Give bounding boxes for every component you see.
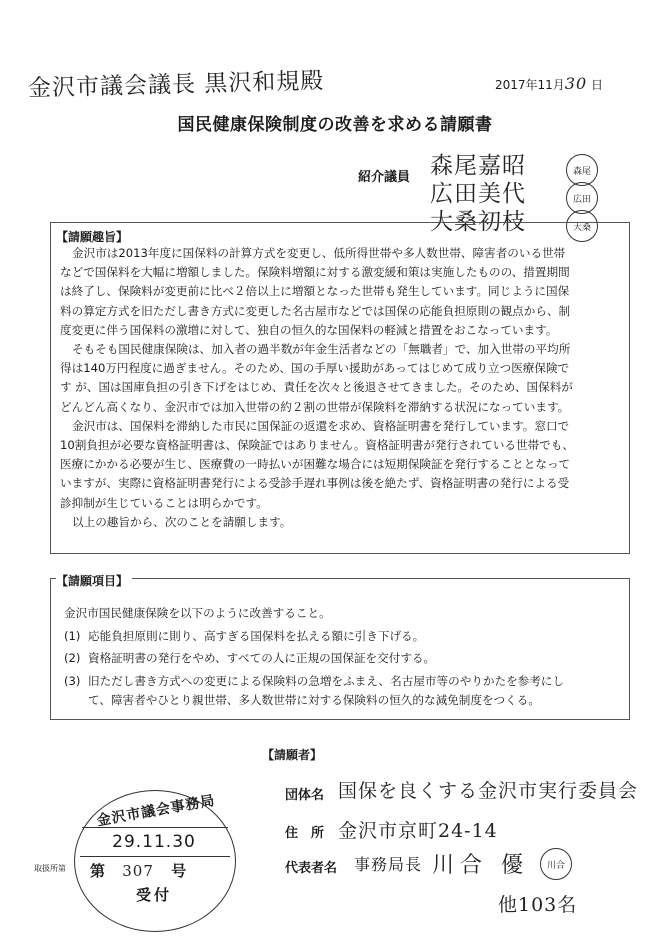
date-day: 30 [564,74,588,93]
receipt-number-suffix: 号 [171,862,187,880]
text-line: 診抑制が生じていることは明らかです。 [60,495,268,510]
addressee: 金沢市議会議長 黒沢和規殿 [27,68,325,102]
receipt-side-label: 取扱所第 [34,864,66,873]
purpose-heading: 【請願趣旨】 [56,228,132,245]
receipt-date: 29.11.30 [112,832,196,852]
text-line: は終了し、保険料が変更前に比べ２倍以上に増額となった世帯も発生しています。同じように国保 [60,284,570,299]
text-line: 以上の趣旨から、次のことを請願します。 [72,514,292,529]
date [495,74,603,93]
seal-okuwa: 大桑 [566,210,598,242]
address-label: 住 所 [285,826,325,841]
receipt-divider [82,827,228,828]
text-line: などで国保料を大幅に増額しました。保険料増額に対する激変緩和策は実施したものの、措置期間 [60,265,570,280]
text-line: どんどん高くなり、金沢市では加入世帯の約２割の世帯が保険料を滞納する状況になっています。 [60,399,570,414]
text-line: す が、国は国庫負担の引き下げをはじめ、責任を次々と後退させてきました。そのため、国保料が [60,380,573,395]
purpose-paragraph-2 [60,340,628,417]
text-line: 得は140万円程度に過ぎません。そのため、国の手厚い援助があってはじめて成り立つ医療保険で [60,361,570,376]
petitioner-heading: 【請願者】 [262,748,323,762]
org-label: 団体名 [285,788,325,803]
items-intro: 金沢市国民健康保険を以下のように改善すること。 [64,606,331,620]
introducer-label: 紹介議員 [358,170,411,185]
receipt-office: 金沢市議会事務局 [95,792,217,830]
date-suffix: 日 [591,78,604,92]
item-number: (1) [64,629,81,644]
receipt-label: 受付 [135,886,172,904]
text-line: いますが、実際に資格証明書発行による受診手遅れ事例は後を絶たず、資格証明書の発行による受 [60,476,570,491]
text-line: 金沢市は、国保料を滞納した市民に国保証の返還を求め、資格証明書を発行しています。窓口で [72,418,570,433]
seal-kawai: 川合 [540,848,572,880]
receipt-number [90,860,186,881]
introducer-name-3: 大桑初枝 [430,209,526,235]
item-2 [64,649,624,668]
items-heading: 【請願項目】 [56,572,132,589]
receipt-number-prefix: 第 [90,862,106,880]
item-number: (2) [64,651,81,666]
item-text: 応能負担原則に則り、高すぎる国保料を払える額に引き下げる。 [88,629,425,644]
seal-hirota: 広田 [566,182,598,214]
text-line: 金沢市は2013年度に国保料の計算方式を変更し、低所得世帯や多人数世帯、障害者のいる世帯 [72,246,566,260]
item-number: (3) [64,673,81,688]
item-text-cont: て、障害者やひとり親世帯、多人数世帯に対する保険料の恒久的な減免制度をつくる。 [88,692,540,707]
rep-label: 代表者名 [285,861,338,876]
purpose-paragraph-1 [60,244,628,340]
items-body [64,604,624,710]
purpose-paragraph-4 [60,513,628,532]
introducer-name-1: 森尾嘉昭 [430,153,526,179]
purpose-paragraph-3 [60,417,628,513]
date-year: 2017年11月 [495,78,565,92]
item-3 [64,672,624,710]
item-text: 資格証明書の発行をやめ、すべての人に正規の国保証を交付する。 [88,651,436,666]
item-1 [64,627,624,646]
address-value: 金沢市京町24-14 [338,820,498,842]
text-line: 医療にかかる必要が生じ、医療費の一時払いが困難な場合には短期保険証を発行することとなって [60,457,571,472]
others-count: 他103名 [498,894,578,916]
rep-title: 事務局長 [354,855,423,874]
text-line: 度変更に伴う国保料の激増に対して、独自の恒久的な国保料の軽減と措置をおこなっています。 [60,322,558,337]
seal-morio: 森尾 [566,154,598,186]
org-value: 国保を良くする金沢市実行委員会 [338,780,639,802]
receipt-number-value: 307 [122,862,154,880]
text-line: 10割負担が必要な資格証明書は、保険証ではありません。資格証明書が発行されている世帯でも、 [60,438,574,453]
text-line: そもそも国民健康保険は、加入者の過半数が年金生活者などの「無職者」で、加入世帯の平均所 [72,342,571,357]
introducer-name-2: 広田美代 [430,181,526,207]
item-text: 旧ただし書き方式への変更による保険料の急増をふまえ、名古屋市等のやりかたを参考にし [88,673,565,688]
text-line: 料の算定方式を旧ただし書き方式に変更した名古屋市などでは国保の応能負担原則の観点から、制 [60,303,571,318]
page-title: 国民健康保険制度の改善を求める請願書 [177,115,493,135]
rep-name: 川合 優 [432,853,529,878]
purpose-body [60,244,628,532]
receipt-divider [80,856,230,857]
